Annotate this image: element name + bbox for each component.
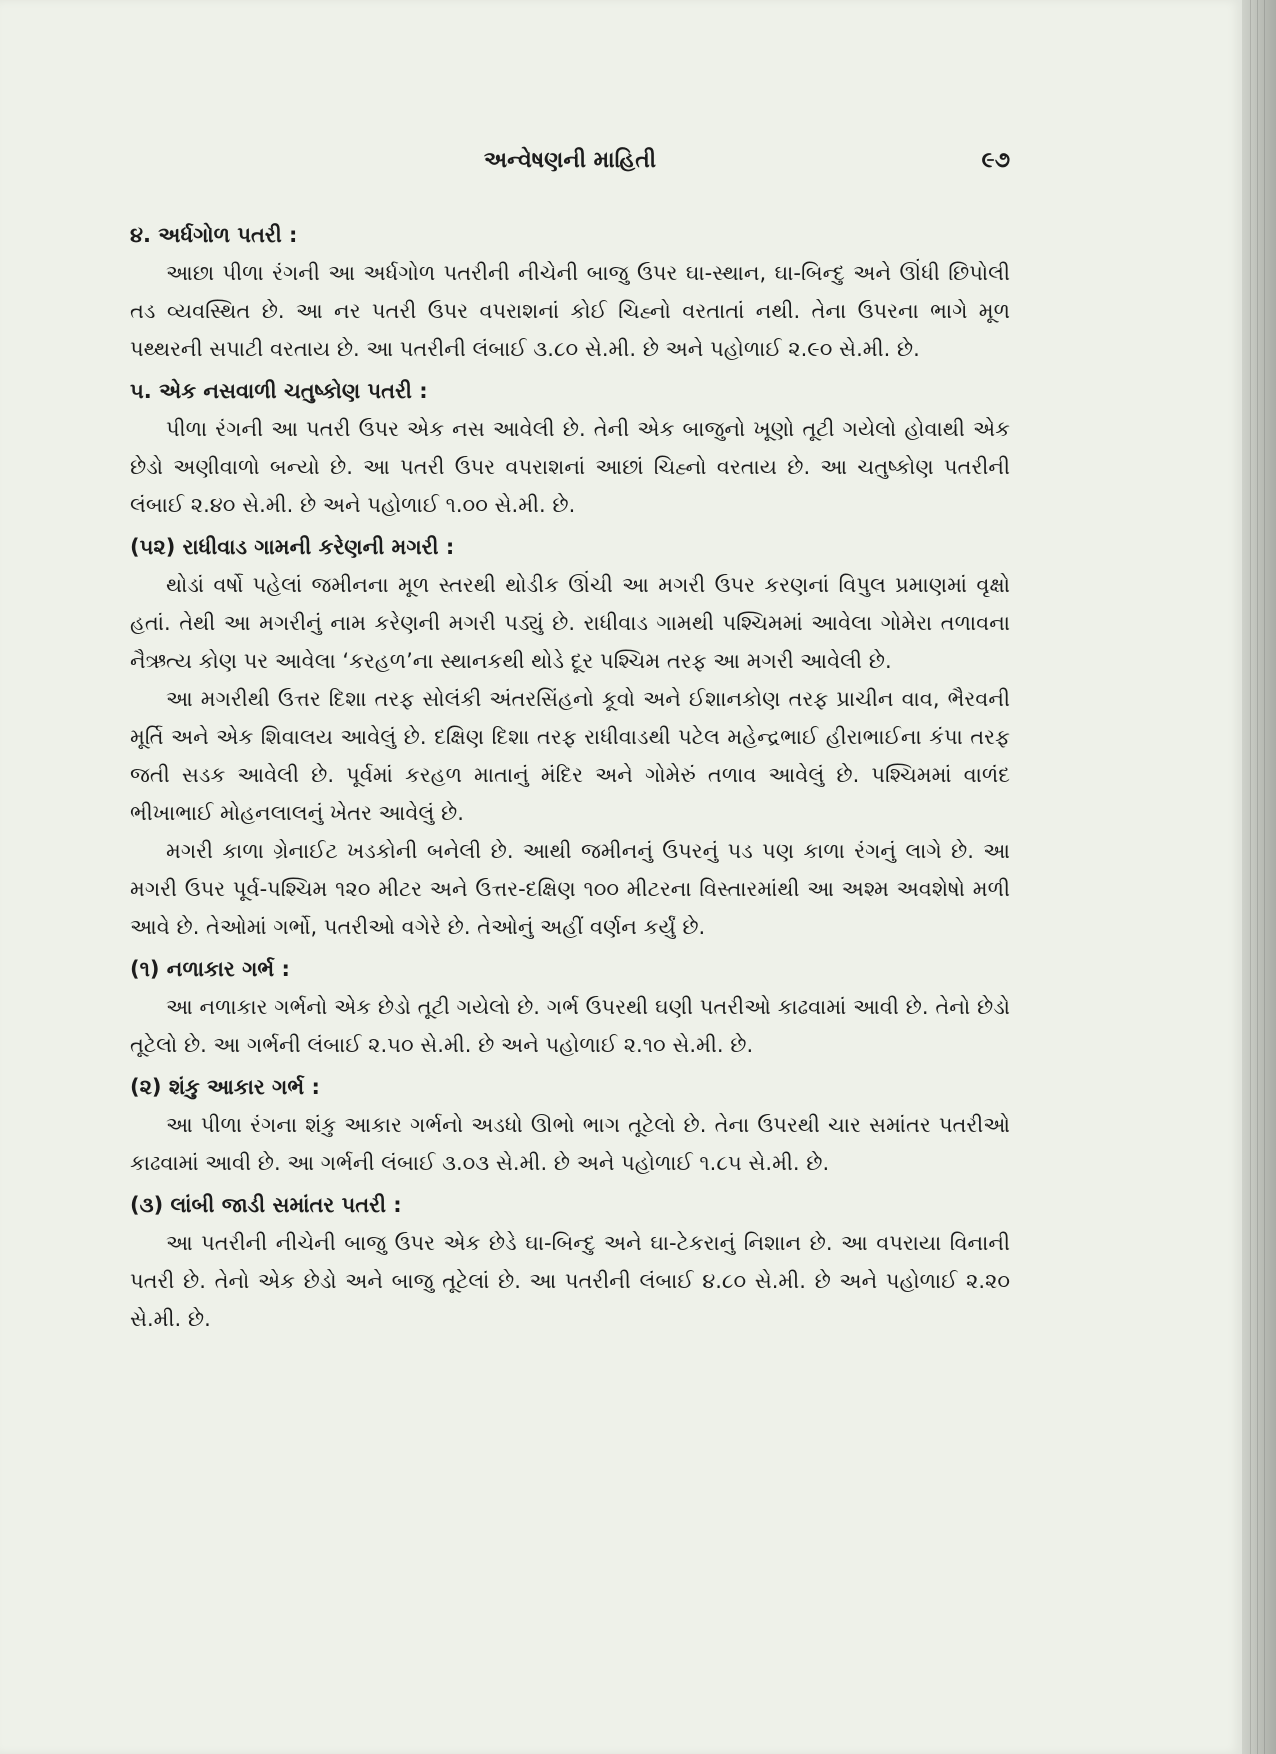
section-heading: (૨) શંકુ આકાર ગર્ભ : bbox=[130, 1075, 320, 1099]
section-heading: (૩) લાંબી જાડી સમાંતર પતરી : bbox=[130, 1193, 402, 1217]
page-stack-edge bbox=[1242, 0, 1276, 1754]
paragraph: મગરી કાળા ગ્રેનાઈટ ખડકોની બનેલી છે. આથી જમીનનું ઉપરનું પડ પણ કાળા રંગનું લાગે છે. આ મગરી ઉપર પૂર્વ-પશ્ચિમ ૧૨૦ મીટર અને ઉત્તર-દક્ષિણ ૧૦૦ મીટરના વિસ્તારમાંથી આ અશ્મ અવશેષો મળી આવે છે. તેઓમાં ગર્ભો, પતરીઓ વગેરે છે. તેઓનું અહીં વર્ણન કર્યું છે. bbox=[130, 839, 1010, 939]
paragraph: આ પીળા રંગના શંકુ આકાર ગર્ભનો અડધો ઊભો ભાગ તૂટેલો છે. તેના ઉપરથી ચાર સમાંતર પતરીઓ કાઢવામાં આવી છે. આ ગર્ભની લંબાઈ ૩.૦૩ સે.મી. છે અને પહોળાઈ ૧.૮૫ સે.મી. છે. bbox=[130, 1113, 1010, 1175]
paragraph: આછા પીળા રંગની આ અર્ધગોળ પતરીની નીચેની બાજુ ઉપર ઘા-સ્થાન, ઘા-બિન્દુ અને ઊંધી છિપોલી તડ વ્યવસ્થિત છે. આ નર પતરી ઉપર વપરાશનાં કોઈ ચિહ્નો વરતાતાં નથી. તેના ઉપરના ભાગે મૂળ પથ્થરની સપાટી વરતાય છે. આ પતરીની લંબાઈ ૩.૮૦ સે.મી. છે અને પહોળાઈ ૨.૯૦ સે.મી. છે. bbox=[130, 261, 1010, 361]
paragraph: આ મગરીથી ઉત્તર દિશા તરફ સોલંકી અંતરસિંહનો કૂવો અને ઈશાનકોણ તરફ પ્રાચીન વાવ, ભૈરવની મૂર્તિ અને એક શિવાલય આવેલું છે. દક્ષિણ દિશા તરફ રાધીવાડથી પટેલ મહેન્દ્રભાઈ હીરાભાઈના કંપા તરફ જતી સડક આવેલી છે. પૂર્વમાં કરહળ માતાનું મંદિર અને ગોમેરું તળાવ આવેલું છે. પશ્ચિમમાં વાળંદ ભીખાભાઈ મોહનલાલનું ખેતર આવેલું છે. bbox=[130, 687, 1010, 825]
paragraph: આ પતરીની નીચેની બાજુ ઉપર એક છેડે ઘા-બિન્દુ અને ઘા-ટેકરાનું નિશાન છે. આ વપરાયા વિનાની પતરી છે. તેનો એક છેડો અને બાજુ તૂટેલાં છે. આ પતરીની લંબાઈ ૪.૮૦ સે.મી. છે અને પહોળાઈ ૨.૨૦ સે.મી. છે. bbox=[130, 1231, 1010, 1331]
section-heading: (૧) નળાકાર ગર્ભ : bbox=[130, 957, 290, 981]
section-heading: (૫૨) રાધીવાડ ગામની કરેણની મગરી : bbox=[130, 535, 455, 559]
section-heading: ૫. એક નસવાળી ચતુષ્કોણ પતરી : bbox=[130, 379, 428, 403]
paragraph: આ નળાકાર ગર્ભનો એક છેડો તૂટી ગયેલો છે. ગર્ભ ઉપરથી ઘણી પતરીઓ કાઢવામાં આવી છે. તેનો છેડો તૂટેલો છે. આ ગર્ભની લંબાઈ ૨.૫૦ સે.મી. છે અને પહોળાઈ ૨.૧૦ સે.મી. છે. bbox=[130, 995, 1010, 1057]
paragraph: થોડાં વર્ષો પહેલાં જમીનના મૂળ સ્તરથી થોડીક ઊંચી આ મગરી ઉપર કરણનાં વિપુલ પ્રમાણમાં વૃક્ષો હતાં. તેથી આ મગરીનું નામ કરેણની મગરી પડ્યું છે. રાધીવાડ ગામથી પશ્ચિમમાં આવેલા ગોમેરા તળાવના નૈઋત્ય કોણ પર આવેલા ‘કરહળ’ના સ્થાનકથી થોડે દૂર પશ્ચિમ તરફ આ મગરી આવેલી છે. bbox=[130, 573, 1010, 673]
page-header bbox=[130, 148, 1010, 188]
running-title: અન્વેષણની માહિતી bbox=[483, 148, 657, 173]
page-body bbox=[130, 212, 1010, 1338]
section-heading: ૪. અર્ધગોળ પતરી : bbox=[130, 223, 298, 247]
page-number: ૯૭ bbox=[981, 148, 1010, 173]
paragraph: પીળા રંગની આ પતરી ઉપર એક નસ આવેલી છે. તેની એક બાજુનો ખૂણો તૂટી ગયેલો હોવાથી એક છેડો અણીવાળો બન્યો છે. આ પતરી ઉપર વપરાશનાં આછાં ચિહ્નો વરતાય છે. આ ચતુષ્કોણ પતરીની લંબાઈ ૨.૪૦ સે.મી. છે અને પહોળાઈ ૧.૦૦ સે.મી. છે. bbox=[130, 417, 1010, 517]
